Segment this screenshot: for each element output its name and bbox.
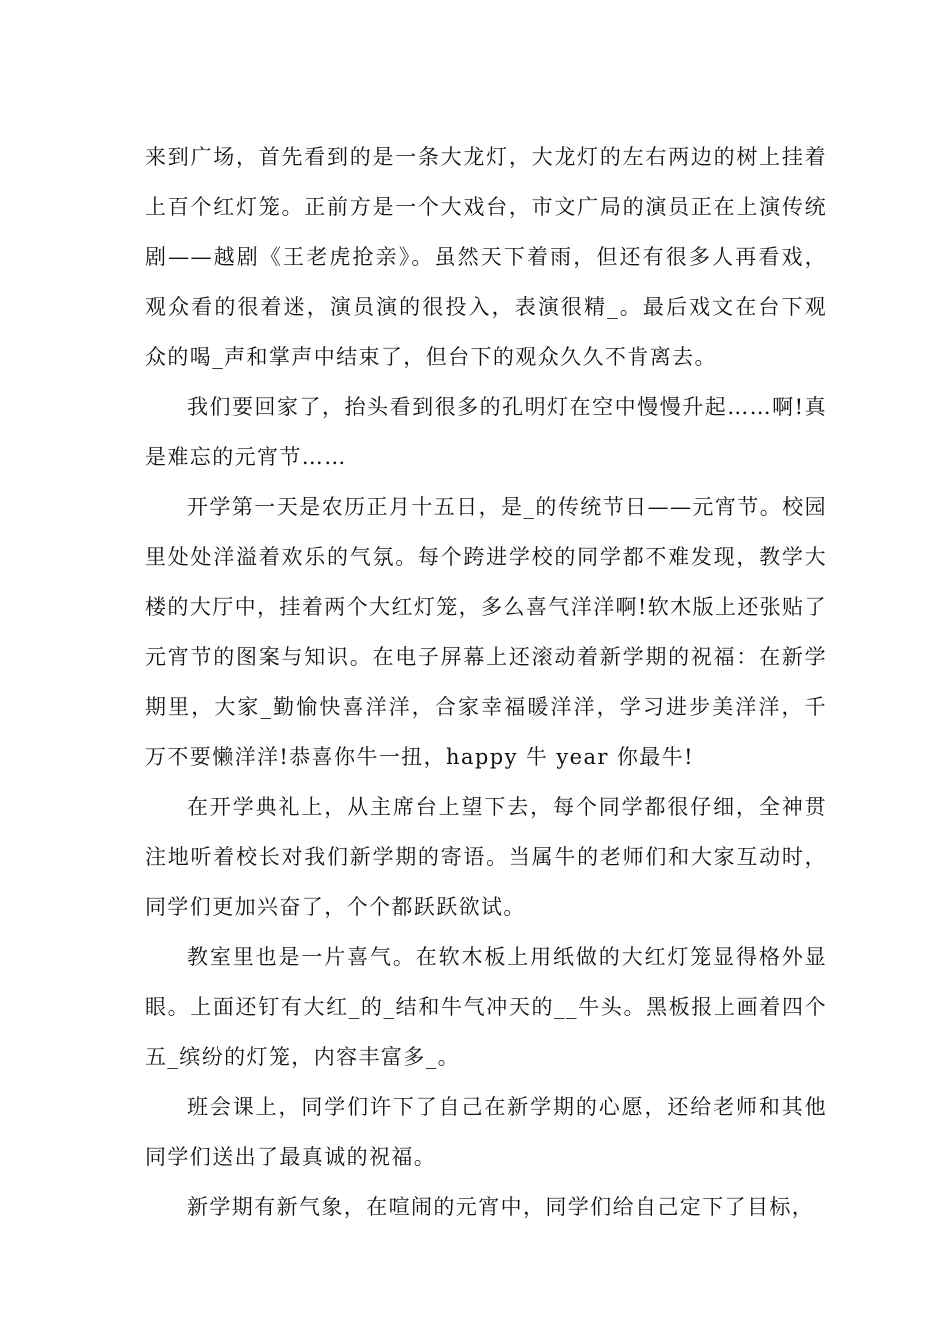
paragraph-new-goals: 新学期有新气象，在喧闹的元宵中，同学们给自己定下了目标， [187, 1195, 815, 1219]
paragraph-class-meeting: 班会课上，同学们许下了自己在新学期的心愿，还给老师和其他同学们送出了最真诚的祝福。 [145, 1095, 827, 1169]
paragraph-classroom: 教室里也是一片喜气。在软木板上用纸做的大红灯笼显得格外显眼。上面还钉有大红_的_结和牛气冲天的__牛头。黑板报上画着四个五_缤纷的灯笼，内容丰富多_。 [145, 945, 827, 1069]
paragraph-opening-ceremony: 在开学典礼上，从主席台上望下去，每个同学都很仔细，全神贯注地听着校长对我们新学期的寄语。当属牛的老师们和大家互动时，同学们更加兴奋了，个个都跃跃欲试。 [145, 795, 827, 919]
paragraph-first-school-day: 开学第一天是农历正月十五日，是_的传统节日——元宵节。校园里处处洋溢着欢乐的气氛。每个跨进学校的同学都不难发现，教学大楼的大厅中，挂着两个大红灯笼，多么喜气洋洋啊!软木版上还张贴了元宵节的图案与知识。在电子屏幕上还滚动着新学期的祝福：在新学期里，大家_勤愉快喜洋洋，合家幸福暖洋洋，学习进步美洋洋，千万不要懒洋洋!恭喜你牛一扭，happy 牛 year 你最牛! [145, 495, 827, 769]
paragraph-square-lanterns: 来到广场，首先看到的是一条大龙灯，大龙灯的左右两边的树上挂着上百个红灯笼。正前方是一个大戏台，市文广局的演员正在上演传统剧——越剧《王老虎抢亲》。虽然天下着雨，但还有很多人再看戏，观众看的很着迷，演员演的很投入，表演很精_。最后戏文在台下观众的喝_声和掌声中结束了，但台下的观众久久不肯离去。 [145, 145, 827, 369]
paragraph-going-home: 我们要回家了，抬头看到很多的孔明灯在空中慢慢升起……啊!真是难忘的元宵节…… [145, 395, 827, 469]
document-body [145, 132, 827, 1232]
